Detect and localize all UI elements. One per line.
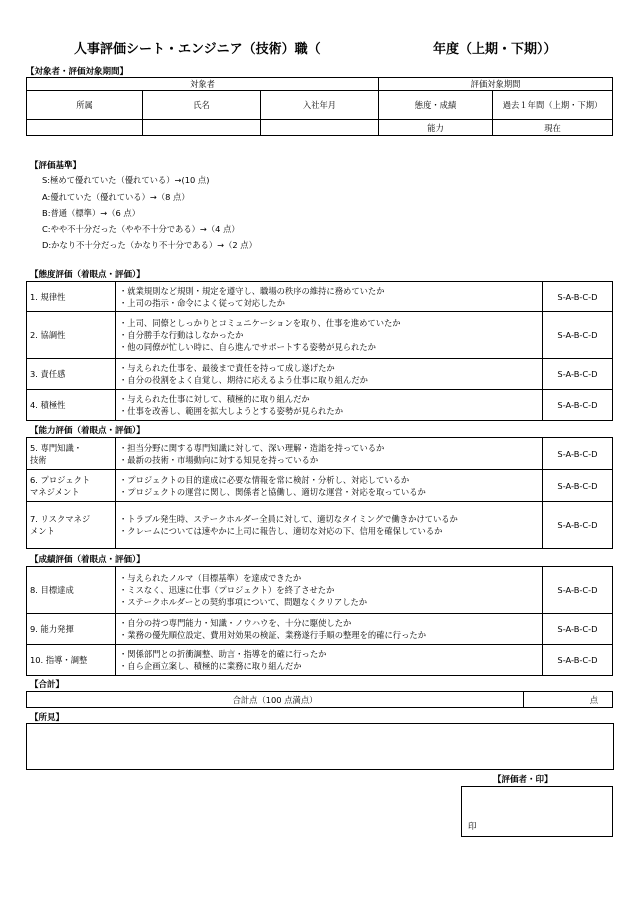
point: ・関係部門との折衝調整、助言・指導を的確に行ったか [119, 649, 327, 659]
current-label: 現在 [493, 120, 613, 136]
point: ・与えられた仕事に対して、積極的に取り組んだか [119, 394, 310, 404]
past-year-label: 過去１年間（上期・下期） [493, 91, 613, 120]
item-label: 2. 協調性 [27, 312, 116, 359]
rating-scale[interactable]: S-A-B-C-D [543, 312, 613, 359]
criteria-c: C:やや不十分だった（やや不十分である）→（4 点） [42, 224, 240, 234]
comments-box[interactable] [26, 723, 614, 770]
item-points [116, 567, 543, 614]
total-points-input[interactable]: 点 [524, 692, 613, 708]
item-label [27, 502, 116, 549]
seal-label: 印 [468, 822, 477, 832]
point: ・自ら企画立案し、積極的に業務に取り組んだか [119, 661, 302, 671]
point: ・自分の役割をよく自覚し、期待に応えるよう仕事に取り組んだか [119, 375, 368, 385]
point: ・ステークホルダーとの契約事項について、問題なくクリアしたか [119, 597, 368, 607]
point: ・他の同僚が忙しい時に、自ら進んでサポートする姿勢が見られたか [119, 342, 376, 352]
rating-scale[interactable]: S-A-B-C-D [543, 438, 613, 470]
item-label-line: 6. プロジェクト [30, 474, 91, 485]
evaluator-box[interactable] [461, 786, 613, 837]
item-label-line: 5. 専門知識・ [30, 442, 83, 453]
item-points [116, 614, 543, 645]
table-row [27, 312, 613, 359]
table-row [27, 438, 613, 470]
item-points [116, 359, 543, 390]
item-label [27, 470, 116, 502]
section-total-heading: 【合計】 [30, 680, 65, 690]
item-label: 1. 規律性 [27, 282, 116, 312]
point: ・ミスなく、迅速に仕事（プロジェクト）を終了させたか [119, 585, 335, 595]
point: ・クレームについては速やかに上司に報告し、適切な対応の下、信用を確保しているか [119, 526, 443, 536]
point: ・プロジェクトの目的達成に必要な情報を常に検討・分析し、対応しているか [119, 474, 410, 485]
point: ・与えられたノルマ（目標基準）を達成できたか [119, 573, 302, 583]
item-label [27, 438, 116, 470]
table-row [27, 502, 613, 549]
ability-period-label: 能力 [379, 120, 493, 136]
item-points [116, 438, 543, 470]
item-points [116, 390, 543, 421]
point: ・就業規則など規則・規定を遵守し、職場の秩序の維持に務めていたか [119, 285, 385, 296]
table-row [27, 282, 613, 312]
item-points [116, 282, 543, 312]
rating-scale[interactable]: S-A-B-C-D [543, 502, 613, 549]
affiliation-input[interactable] [27, 120, 143, 136]
table-row [27, 567, 613, 614]
ability-table [26, 437, 613, 549]
point: ・仕事を改善し、範囲を拡大しようとする姿勢が見られたか [119, 406, 344, 416]
item-points [116, 645, 543, 676]
point: ・自分の持つ専門能力・知識・ノウハウを、十分に駆使したか [119, 618, 352, 628]
point: ・上司、同僚としっかりとコミュニケーションを取り、仕事を進めていたか [119, 318, 401, 328]
subject-header: 対象者 [27, 78, 379, 91]
item-label: 10. 指導・調整 [27, 645, 116, 676]
item-label-line: 7. リスクマネジ [30, 514, 91, 524]
rating-scale[interactable]: S-A-B-C-D [543, 614, 613, 645]
section-comments-heading: 【所見】 [30, 713, 65, 723]
section-results-heading: 【成績評価（着眼点・評価）】 [30, 555, 145, 565]
title-year: 年度（上期・下期）） [433, 42, 557, 57]
section-target-heading: 【対象者・評価対象期間】 [26, 67, 129, 77]
table-row [27, 614, 613, 645]
criteria-s: S:極めて優れていた（優れている）→(10 点) [42, 175, 210, 185]
target-table [26, 77, 613, 136]
item-label-line: 技術 [30, 454, 47, 465]
item-points [116, 502, 543, 549]
point: ・自分勝手な行動はしなかったか [119, 330, 244, 340]
point: ・業務の優先順位設定、費用対効果の検証、業務遂行手順の整理を的確に行ったか [119, 630, 426, 640]
item-label-line: メント [30, 526, 55, 536]
attitude-results-label: 態度・成績 [379, 91, 493, 120]
criteria-b: B:普通（標準）→（6 点） [42, 208, 141, 218]
affiliation-label: 所属 [27, 91, 143, 120]
point: ・与えられた仕事を、最後まで責任を持って成し遂げたか [119, 363, 335, 373]
item-label: 3. 責任感 [27, 359, 116, 390]
item-label: 4. 積極性 [27, 390, 116, 421]
attitude-table [26, 281, 613, 421]
join-date-input[interactable] [261, 120, 379, 136]
table-row [27, 359, 613, 390]
name-label: 氏名 [143, 91, 261, 120]
point: ・上司の指示・命令によく従って対応したか [119, 297, 285, 308]
total-label: 合計点（100 点満点） [27, 692, 524, 708]
point: ・トラブル発生時、ステークホルダー全員に対して、適切なタイミングで働きかけているか [119, 514, 458, 524]
rating-scale[interactable]: S-A-B-C-D [543, 282, 613, 312]
name-input[interactable] [143, 120, 261, 136]
table-row [27, 390, 613, 421]
point: ・最新の技術・市場動向に対する知見を持っているか [119, 454, 319, 465]
item-label-line: マネジメント [30, 486, 80, 497]
results-table [26, 566, 613, 676]
title-main: 人事評価シート・エンジニア（技術）職（ [74, 42, 321, 57]
section-ability-heading: 【能力評価（着眼点・評価）】 [30, 426, 145, 436]
point: ・プロジェクトの運営に関し、関係者と協働し、適切な運営・対応を取っているか [119, 486, 426, 497]
item-points [116, 312, 543, 359]
table-row [27, 645, 613, 676]
period-header: 評価対象期間 [379, 78, 613, 91]
rating-scale[interactable]: S-A-B-C-D [543, 390, 613, 421]
total-table [26, 691, 613, 708]
table-row [27, 470, 613, 502]
section-criteria-heading: 【評価基準】 [30, 161, 82, 171]
join-date-label: 入社年月 [261, 91, 379, 120]
item-label: 9. 能力発揮 [27, 614, 116, 645]
item-label: 8. 目標達成 [27, 567, 116, 614]
section-evaluator-heading: 【評価者・印】 [493, 775, 553, 785]
criteria-d: D:かなり不十分だった（かなり不十分である）→（2 点） [42, 240, 257, 250]
section-attitude-heading: 【態度評価（着眼点・評価）】 [30, 270, 145, 280]
criteria-a: A:優れていた（優れている）→（8 点） [42, 192, 190, 202]
item-points [116, 470, 543, 502]
rating-scale[interactable]: S-A-B-C-D [543, 645, 613, 676]
point: ・担当分野に関する専門知識に対して、深い理解・造詣を持っているか [119, 442, 385, 453]
rating-scale[interactable]: S-A-B-C-D [543, 359, 613, 390]
rating-scale[interactable]: S-A-B-C-D [543, 567, 613, 614]
rating-scale[interactable]: S-A-B-C-D [543, 470, 613, 502]
